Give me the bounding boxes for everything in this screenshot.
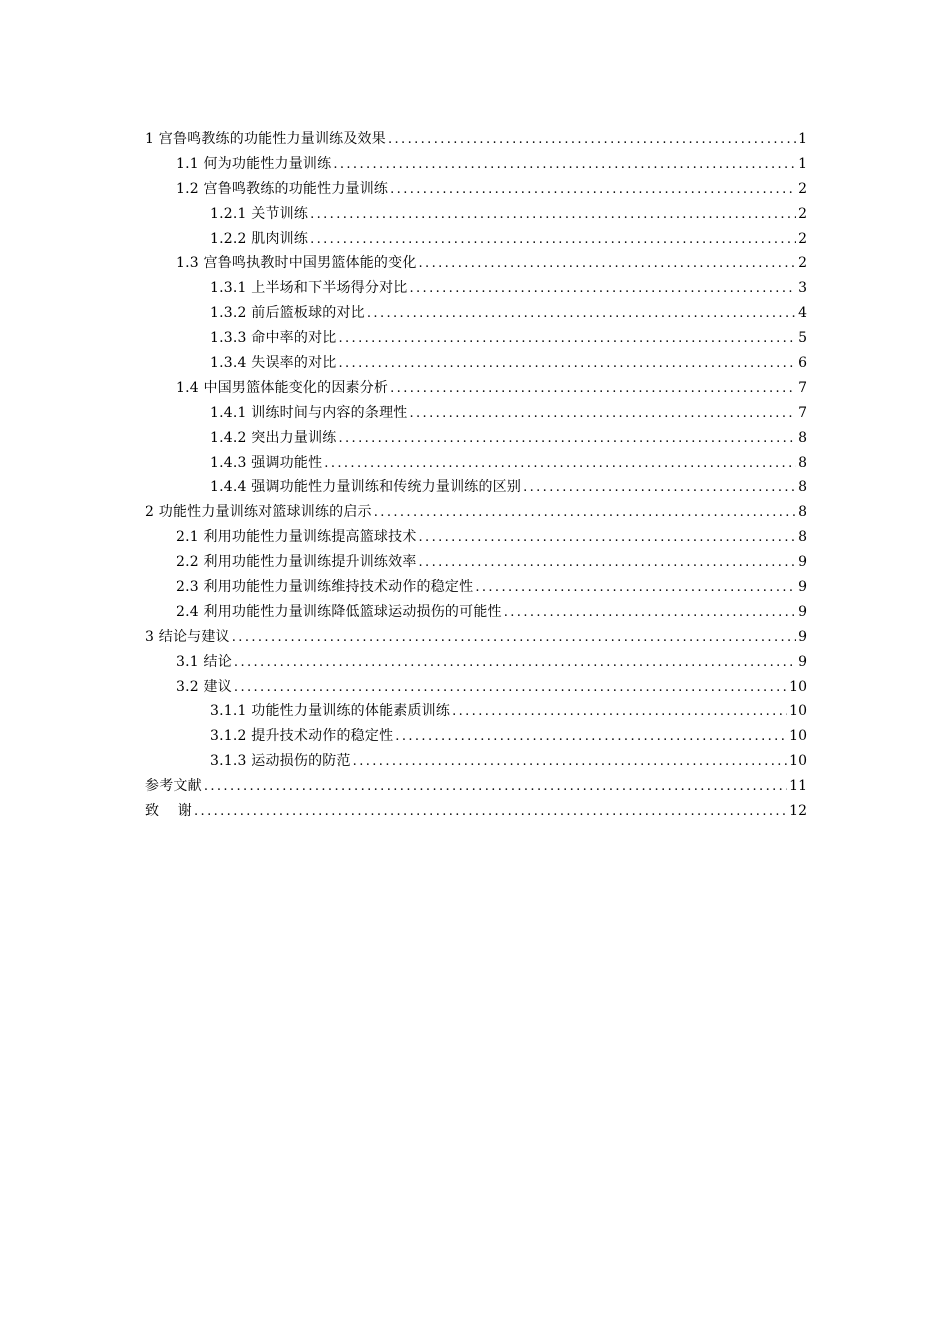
toc-dot-leader [395,725,787,750]
toc-entry[interactable] [145,376,807,401]
toc-dot-leader [367,302,796,327]
toc-entry-page: 12 [789,803,807,820]
toc-entry[interactable] [145,301,807,326]
toc-entry-label: 1.3.4 失误率的对比 [210,355,337,372]
toc-dot-leader [324,452,796,477]
toc-dot-leader [419,252,797,277]
toc-dot-leader [523,476,796,501]
toc-entry[interactable] [145,451,807,476]
toc-entry-page: 1 [798,131,807,147]
toc-entry[interactable] [145,202,807,227]
toc-entry-label: 3.2 建议 [176,678,232,695]
toc-entry[interactable] [145,426,807,451]
toc-entry[interactable] [145,774,807,799]
toc-entry-page: 8 [798,454,807,471]
toc-entry[interactable] [145,500,807,525]
table-of-contents [145,127,807,824]
toc-entry[interactable] [145,749,807,774]
toc-entry-label: 1.4.1 训练时间与内容的条理性 [210,404,408,421]
toc-entry-label: 2.1 利用功能性力量训练提高篮球技术 [176,529,417,546]
toc-entry-label: 参考文献 [145,778,202,795]
toc-entry-page: 4 [798,305,807,322]
toc-entry-label: 3.1 结论 [176,653,232,670]
toc-entry-label: 致 谢 [145,803,193,820]
toc-entry-page: 8 [798,529,807,546]
toc-entry-label: 3.1.2 提升技术动作的稳定性 [210,728,394,745]
toc-dot-leader [409,402,796,427]
toc-entry-page: 11 [789,778,807,795]
toc-entry-page: 3 [798,280,807,297]
toc-entry-label: 3 结论与建议 [145,628,230,645]
toc-entry[interactable] [145,475,807,500]
toc-dot-leader [234,651,796,676]
toc-entry-page: 9 [798,554,807,571]
toc-entry[interactable] [145,699,807,724]
toc-entry[interactable] [145,675,807,700]
toc-dot-leader [353,750,788,775]
toc-dot-leader [504,601,796,626]
toc-entry-page: 5 [798,330,807,347]
toc-entry[interactable] [145,650,807,675]
toc-dot-leader [388,128,796,153]
toc-entry[interactable] [145,401,807,426]
toc-entry-label: 1.3.3 命中率的对比 [210,330,337,347]
toc-entry[interactable] [145,152,807,177]
toc-entry-label: 1.3.1 上半场和下半场得分对比 [210,280,408,297]
toc-entry-page: 2 [798,255,807,272]
toc-entry[interactable] [145,724,807,749]
toc-entry[interactable] [145,351,807,376]
toc-entry-page: 7 [798,404,807,421]
toc-dot-leader [338,352,796,377]
toc-entry[interactable] [145,550,807,575]
toc-dot-leader [310,203,796,228]
toc-dot-leader [232,626,796,651]
toc-entry-label: 1.3.2 前后篮板球的对比 [210,305,365,322]
toc-entry-label: 1.4 中国男篮体能变化的因素分析 [176,379,389,396]
toc-entry-page: 1 [798,155,807,172]
toc-entry-page: 9 [798,628,807,645]
toc-dot-leader [194,800,787,825]
toc-entry-page: 2 [798,205,807,222]
toc-entry-label: 3.1.3 运动损伤的防范 [210,753,351,770]
toc-entry-label: 1.2.2 肌肉训练 [210,230,309,247]
toc-dot-leader [333,153,796,178]
toc-entry-page: 10 [789,728,807,745]
toc-dot-leader [374,501,796,526]
toc-entry-page: 10 [789,703,807,720]
toc-entry[interactable] [145,326,807,351]
toc-dot-leader [338,327,796,352]
toc-entry-label: 2 功能性力量训练对篮球训练的启示 [145,504,372,521]
toc-entry[interactable] [145,127,807,152]
toc-entry-label: 1.4.2 突出力量训练 [210,429,337,446]
toc-dot-leader [419,551,797,576]
toc-entry[interactable] [145,799,807,824]
toc-entry-page: 7 [798,379,807,396]
toc-entry-page: 10 [789,678,807,695]
toc-entry[interactable] [145,177,807,202]
toc-dot-leader [338,427,796,452]
toc-entry-label: 1.4.3 强调功能性 [210,454,323,471]
toc-dot-leader [204,775,787,800]
toc-entry-page: 9 [798,603,807,620]
toc-entry[interactable] [145,251,807,276]
toc-entry[interactable] [145,276,807,301]
toc-dot-leader [419,526,797,551]
toc-entry-page: 9 [798,653,807,670]
toc-entry-label: 1.1 何为功能性力量训练 [176,155,332,172]
toc-entry-page: 8 [798,504,807,521]
toc-dot-leader [234,676,787,701]
toc-entry[interactable] [145,625,807,650]
toc-dot-leader [310,228,796,253]
toc-entry-page: 9 [798,579,807,596]
toc-entry-page: 2 [798,180,807,197]
toc-entry[interactable] [145,600,807,625]
toc-entry-label: 2.4 利用功能性力量训练降低篮球运动损伤的可能性 [176,603,502,620]
toc-dot-leader [390,377,796,402]
toc-dot-leader [475,576,796,601]
toc-entry-page: 8 [798,479,807,496]
toc-entry-label: 1.2.1 关节训练 [210,205,309,222]
toc-entry-page: 2 [798,230,807,247]
toc-entry-label: 3.1.1 功能性力量训练的体能素质训练 [210,703,451,720]
toc-entry-label: 1.4.4 强调功能性力量训练和传统力量训练的区别 [210,479,522,496]
toc-dot-leader [390,178,796,203]
toc-entry-page: 8 [798,429,807,446]
toc-entry-label: 2.3 利用功能性力量训练维持技术动作的稳定性 [176,579,474,596]
toc-entry-label: 2.2 利用功能性力量训练提升训练效率 [176,554,417,571]
toc-entry-label: 1.3 宫鲁鸣执教时中国男篮体能的变化 [176,255,417,272]
toc-entry[interactable] [145,525,807,550]
toc-dot-leader [452,700,787,725]
toc-dot-leader [409,277,796,302]
toc-entry[interactable] [145,575,807,600]
toc-entry[interactable] [145,227,807,252]
toc-entry-page: 6 [798,355,807,372]
toc-entry-label: 1 宫鲁鸣教练的功能性力量训练及效果 [145,131,386,147]
toc-entry-page: 10 [789,753,807,770]
toc-entry-label: 1.2 宫鲁鸣教练的功能性力量训练 [176,180,389,197]
